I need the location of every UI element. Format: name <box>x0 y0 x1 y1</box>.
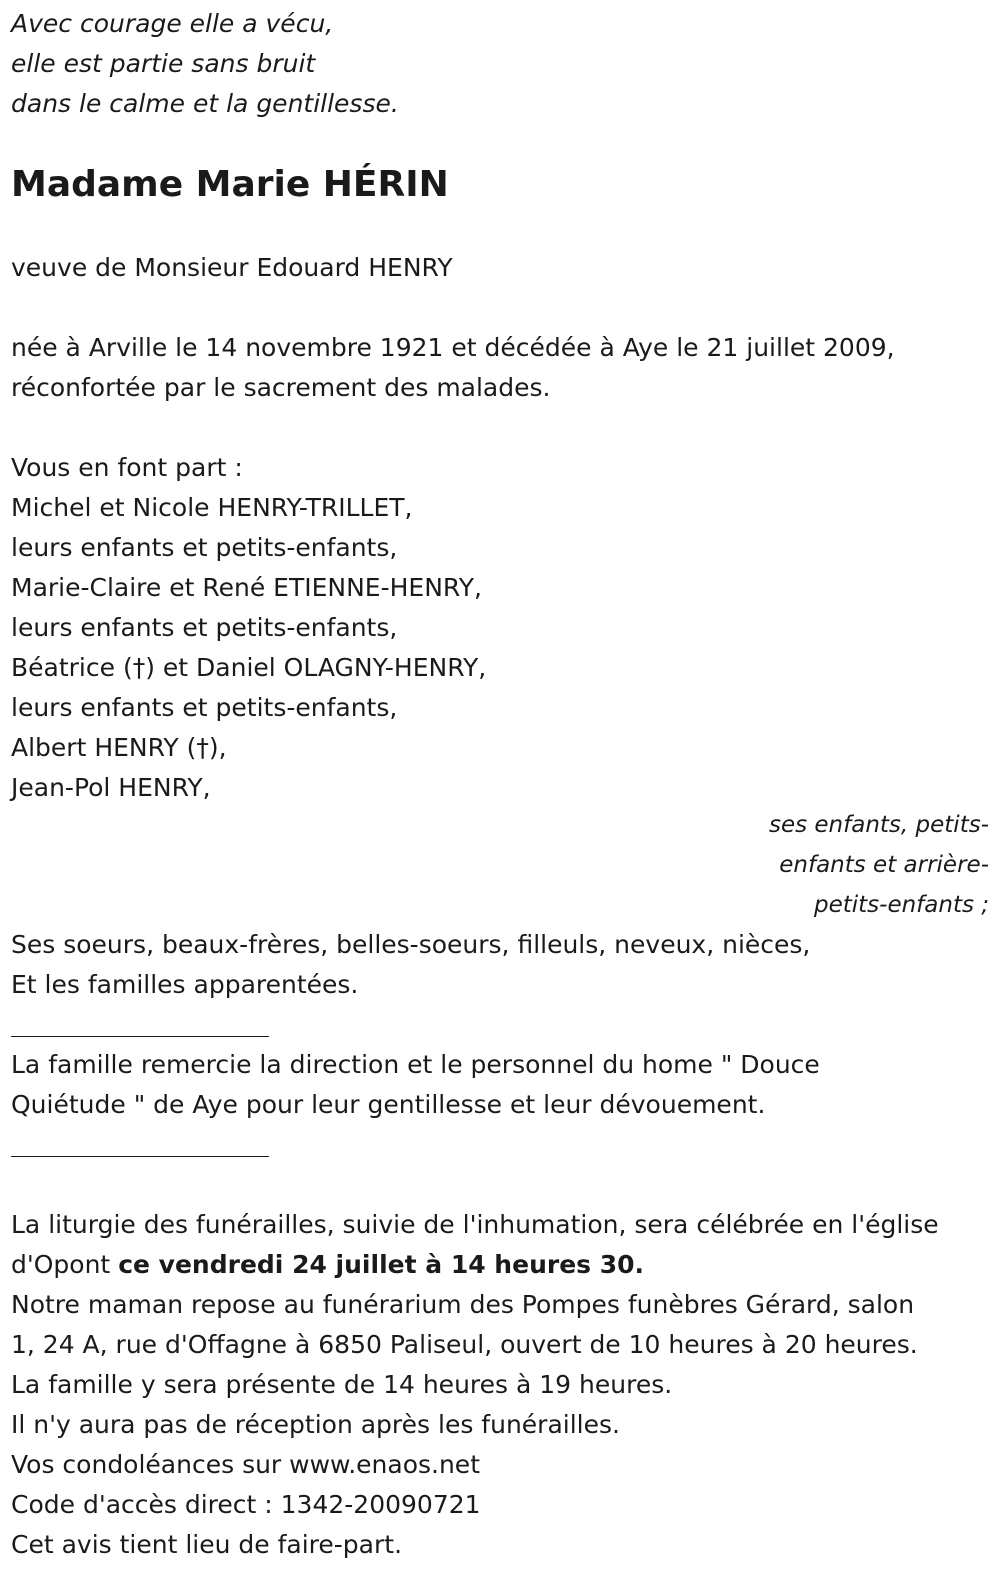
family-line: Albert HENRY (†), <box>11 733 227 762</box>
funeral-date-line <box>11 1245 991 1285</box>
funeral-line: Notre maman repose au funérarium des Pompes funèbres Gérard, salon <box>11 1290 915 1319</box>
deceased-name: Madame Marie HÉRIN <box>11 164 449 205</box>
birth-death-line: née à Arville le 14 novembre 1921 et décédée à Aye le 21 juillet 2009, <box>11 333 895 362</box>
condolences-line: Vos condoléances sur www.enaos.net <box>11 1450 480 1479</box>
summary-line: ses enfants, petits- <box>768 812 989 838</box>
funeral-details <box>11 1205 991 1565</box>
poem-line: Avec courage elle a vécu, <box>11 9 334 38</box>
poem-line: elle est partie sans bruit <box>11 49 316 78</box>
obituary-notice <box>11 4 991 1565</box>
funeral-line: Cet avis tient lieu de faire-part. <box>11 1530 403 1559</box>
funeral-place: d'Opont <box>11 1250 119 1279</box>
summary-line: petits-enfants ; <box>813 892 989 918</box>
family-line: leurs enfants et petits-enfants, <box>11 613 398 642</box>
family-line: Béatrice (†) et Daniel OLAGNY-HENRY, <box>11 653 487 682</box>
family-line: Marie-Claire et René ETIENNE-HENRY, <box>11 573 482 602</box>
birth-death <box>11 328 991 408</box>
family-line: leurs enfants et petits-enfants, <box>11 693 398 722</box>
funeral-line: La famille y sera présente de 14 heures à 19 heures. <box>11 1370 673 1399</box>
others-line: Et les familles apparentées. <box>11 970 359 999</box>
separator-line <box>11 1005 269 1045</box>
funeral-date: ce vendredi 24 juillet à 14 heures 30. <box>118 1250 645 1279</box>
family-announcement <box>11 448 991 1005</box>
thanks-line: Quiétude " de Aye pour leur gentillesse et leur dévouement. <box>11 1090 766 1119</box>
birth-death-line: réconfortée par le sacrement des malades. <box>11 373 551 402</box>
thanks-block <box>11 1045 991 1125</box>
family-summary <box>11 805 991 925</box>
access-code-line: Code d'accès direct : 1342-20090721 <box>11 1490 481 1519</box>
separator-line <box>11 1125 269 1165</box>
funeral-line: Il n'y aura pas de réception après les funérailles. <box>11 1410 620 1439</box>
spouse-line: veuve de Monsieur Edouard HENRY <box>11 253 453 282</box>
summary-line: enfants et arrière- <box>779 852 989 878</box>
funeral-line: 1, 24 A, rue d'Offagne à 6850 Paliseul, ouvert de 10 heures à 20 heures. <box>11 1330 918 1359</box>
announce-intro: Vous en font part : <box>11 453 243 482</box>
thanks-line: La famille remercie la direction et le personnel du home " Douce <box>11 1050 820 1079</box>
poem-line: dans le calme et la gentillesse. <box>11 89 399 118</box>
funeral-line: La liturgie des funérailles, suivie de l'inhumation, sera célébrée en l'église <box>11 1210 939 1239</box>
family-line: Michel et Nicole HENRY-TRILLET, <box>11 493 413 522</box>
family-line: leurs enfants et petits-enfants, <box>11 533 398 562</box>
poem <box>11 4 991 124</box>
others-line: Ses soeurs, beaux-frères, belles-soeurs, filleuls, neveux, nièces, <box>11 930 811 959</box>
family-line: Jean-Pol HENRY, <box>11 773 211 802</box>
